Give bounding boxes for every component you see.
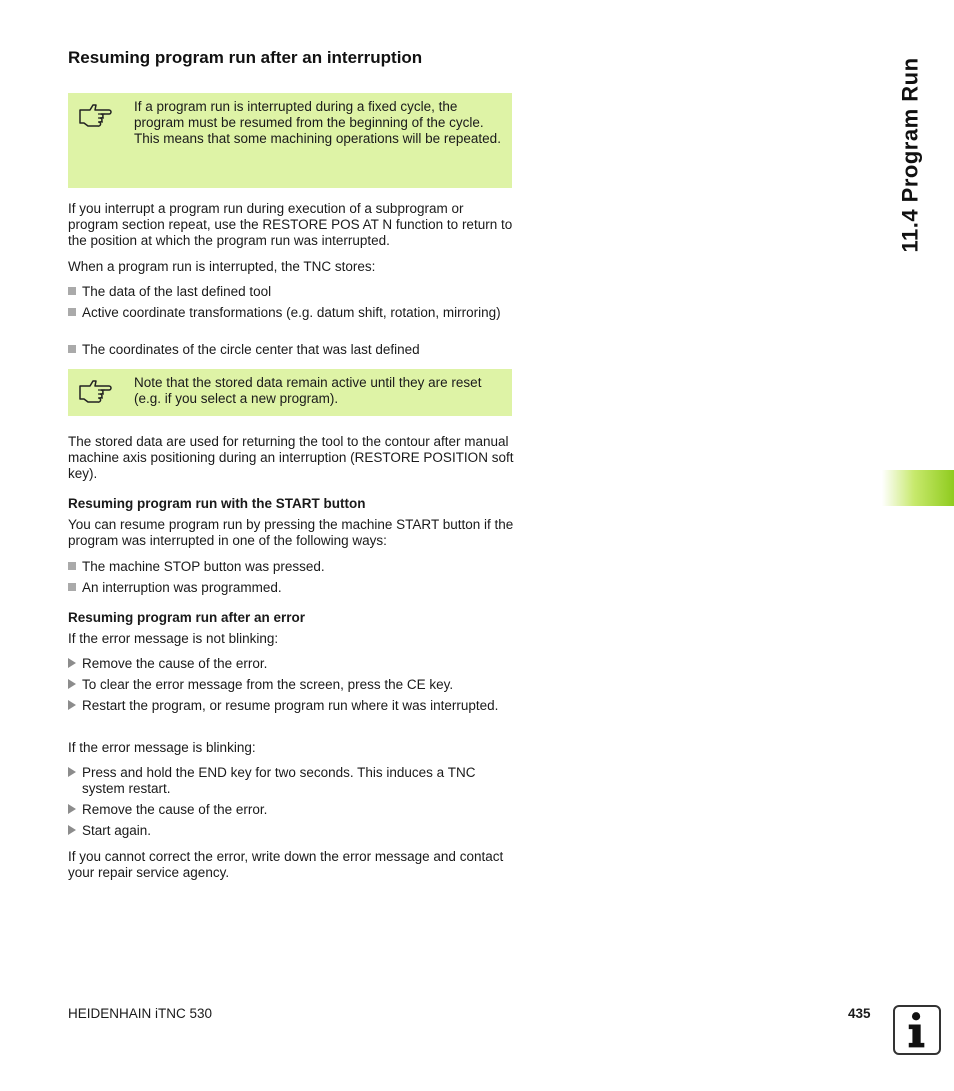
- step-item: Start again.: [68, 823, 514, 839]
- info-icon: [893, 1005, 941, 1055]
- square-bullet-icon: [68, 562, 76, 570]
- subsection-title-start: Resuming program run with the START button: [68, 496, 366, 511]
- para-not-blinking: If the error message is not blinking:: [68, 631, 279, 646]
- pointing-hand-icon: [78, 377, 112, 403]
- arrow-bullet-icon: [68, 825, 76, 835]
- para-subprogram: If you interrupt a program run during execution of a subprogram or program section repeat, use the RESTORE POS AT N function to return to the position at which the program run was interrupted.: [68, 201, 513, 248]
- para-closing: If you cannot correct the error, write down the error message and contact your repair service agency.: [68, 849, 504, 880]
- square-bullet-icon: [68, 287, 76, 295]
- list-item: The machine STOP button was pressed.: [68, 559, 514, 575]
- chapter-side-title: 11.4 Program Run: [898, 57, 924, 253]
- note-text: Note that the stored data remain active until they are reset (e.g. if you select a new program).: [134, 375, 482, 406]
- step-item: Restart the program, or resume program run where it was interrupted.: [68, 698, 514, 714]
- pointing-hand-icon: [78, 101, 112, 127]
- arrow-bullet-icon: [68, 767, 76, 777]
- page-number: 435: [848, 1006, 871, 1021]
- list-item: The data of the last defined tool: [68, 284, 514, 300]
- para-stores: When a program run is interrupted, the TNC stores:: [68, 259, 376, 274]
- square-bullet-icon: [68, 345, 76, 353]
- footer-product-name: HEIDENHAIN iTNC 530: [68, 1006, 213, 1021]
- step-item: Remove the cause of the error.: [68, 802, 514, 818]
- arrow-bullet-icon: [68, 804, 76, 814]
- step-item: To clear the error message from the screen, press the CE key.: [68, 677, 514, 693]
- note-text-2: This means that some machining operations will be repeated.: [134, 131, 501, 146]
- subsection-title-error: Resuming program run after an error: [68, 610, 306, 625]
- list-item: The coordinates of the circle center that was last defined: [68, 342, 514, 358]
- note-box-fixed-cycle: [68, 93, 512, 188]
- arrow-bullet-icon: [68, 658, 76, 668]
- square-bullet-icon: [68, 308, 76, 316]
- note-box-stored-data: [68, 369, 512, 416]
- para-start-intro: You can resume program run by pressing the machine START button if the program was interrupted in one of the following ways:: [68, 517, 514, 548]
- info-glyph-icon: [895, 1007, 939, 1053]
- arrow-bullet-icon: [68, 700, 76, 710]
- list-item: An interruption was programmed.: [68, 580, 514, 596]
- note-text-1: If a program run is interrupted during a fixed cycle, the program must be resumed from the beginning of the cycle.: [134, 99, 484, 130]
- step-item: Remove the cause of the error.: [68, 656, 514, 672]
- list-item: Active coordinate transformations (e.g. datum shift, rotation, mirroring): [68, 305, 514, 321]
- arrow-bullet-icon: [68, 679, 76, 689]
- para-blinking: If the error message is blinking:: [68, 740, 256, 755]
- para-stored-data: The stored data are used for returning the tool to the contour after manual machine axis positioning during an interruption (RESTORE POSITION soft key).: [68, 434, 514, 481]
- chapter-tab-marker: [882, 470, 954, 506]
- section-title: Resuming program run after an interruption: [68, 48, 423, 67]
- step-item: Press and hold the END key for two seconds. This induces a TNC system restart.: [68, 765, 514, 797]
- square-bullet-icon: [68, 583, 76, 591]
